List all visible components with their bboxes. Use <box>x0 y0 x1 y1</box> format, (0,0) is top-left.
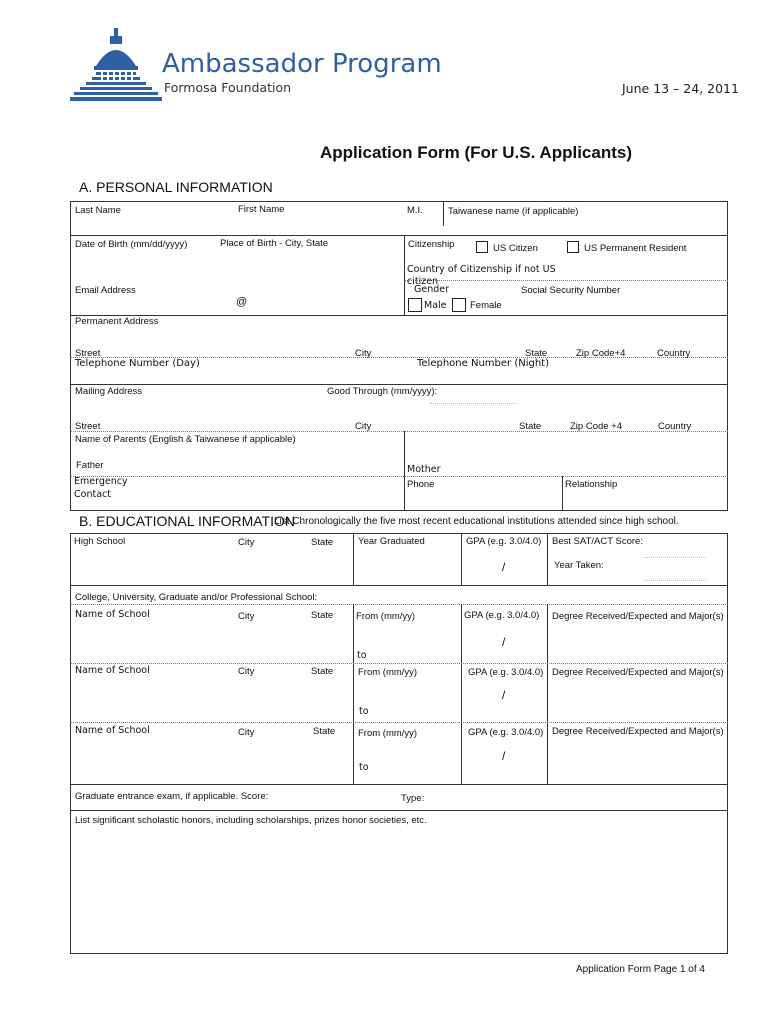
parents-label: Name of Parents (English & Taiwanese if applicable) <box>75 434 296 445</box>
citizenship-label: Citizenship <box>408 239 455 250</box>
contact-label: Contact <box>74 489 111 500</box>
section-b-title: B. EDUCATIONAL INFORMATION <box>79 513 295 529</box>
school-3-gpa-slash: / <box>502 749 506 763</box>
zip4-label: Zip Code+4 <box>576 348 626 359</box>
honors-label: List significant scholastic honors, including scholarships, prizes honor societies, etc. <box>75 815 427 826</box>
dob-label: Date of Birth (mm/dd/yyyy) <box>75 239 188 250</box>
email-label: Email Address <box>75 285 136 296</box>
school-3-to-label: to <box>359 762 369 773</box>
year-taken-label: Year Taken: <box>554 560 604 571</box>
school-3-city-label: City <box>238 727 255 738</box>
section-b-note: List Chronologically the five most recent educational institutions attended since high school. <box>274 516 679 527</box>
country-label-2: Country <box>658 421 692 432</box>
school-3-gpa-label: GPA (e.g. 3.0/4.0) <box>468 727 544 738</box>
school-2-state-label: State <box>311 666 334 677</box>
school-1-city-label: City <box>238 611 255 622</box>
permanent-address-label: Permanent Address <box>75 316 159 327</box>
email-at-sign: @ <box>236 296 248 308</box>
school-2-city-label: City <box>238 666 255 677</box>
male-label: Male <box>424 300 447 311</box>
us-pr-checkbox[interactable] <box>567 241 579 253</box>
last-name-label: Last Name <box>75 205 121 216</box>
section-a-title: A. PERSONAL INFORMATION <box>79 179 273 195</box>
program-title: Ambassador Program <box>162 49 442 79</box>
good-through-label: Good Through (mm/yyyy): <box>327 386 438 397</box>
grad-exam-label: Graduate entrance exam, if applicable. Score: <box>75 791 269 802</box>
relationship-label: Relationship <box>565 479 618 490</box>
school-1-gpa-label: GPA (e.g. 3.0/4.0) <box>464 610 540 621</box>
school-1-name-label: Name of School <box>75 609 150 620</box>
school-3-degree-label: Degree Received/Expected and Major(s) <box>552 726 724 737</box>
year-graduated-label: Year Graduated <box>358 536 425 547</box>
school-2-gpa-slash: / <box>502 688 506 702</box>
country-citizenship-label: Country of Citizenship if not US <box>407 264 556 275</box>
school-1-from-label: From (mm/yy) <box>356 611 416 622</box>
mother-label: Mother <box>407 464 441 475</box>
program-dates: June 13 – 24, 2011 <box>622 81 739 96</box>
high-school-label: High School <box>74 536 126 547</box>
page-number: Application Form Page 1 of 4 <box>576 964 705 975</box>
state-label: State <box>525 348 548 359</box>
school-2-to-label: to <box>359 706 369 717</box>
hs-city-label: City <box>238 537 255 548</box>
school-1-gpa-slash: / <box>502 635 506 649</box>
capitol-dome-icon <box>70 26 162 106</box>
foundation-name: Formosa Foundation <box>164 80 292 95</box>
tel-day-label: Telephone Number (Day) <box>75 358 200 369</box>
taiwanese-name-label: Taiwanese name (if applicable) <box>448 206 579 217</box>
mi-label: M.I. <box>407 205 423 216</box>
us-pr-label: US Permanent Resident <box>584 243 687 254</box>
us-citizen-checkbox[interactable] <box>476 241 488 253</box>
phone-label: Phone <box>407 479 435 490</box>
street-label-2: Street <box>75 421 101 432</box>
form-title: Application Form (For U.S. Applicants) <box>320 143 632 162</box>
country-label: Country <box>657 348 691 359</box>
school-3-state-label: State <box>313 726 336 737</box>
street-label: Street <box>75 348 101 359</box>
school-2-gpa-label: GPA (e.g. 3.0/4.0) <box>468 667 544 678</box>
mailing-address-label: Mailing Address <box>75 386 143 397</box>
exam-type-label: Type: <box>401 793 425 804</box>
best-sat-label: Best SAT/ACT Score: <box>552 536 643 547</box>
gender-label: Gender <box>414 284 450 295</box>
college-header: College, University, Graduate and/or Professional School: <box>75 592 318 603</box>
hs-state-label: State <box>311 537 334 548</box>
first-name-label: First Name <box>238 204 285 215</box>
hs-gpa-label: GPA (e.g. 3.0/4.0) <box>466 536 542 547</box>
state-label-2: State <box>519 421 542 432</box>
male-checkbox[interactable] <box>408 298 422 312</box>
school-3-from-label: From (mm/yy) <box>358 728 418 739</box>
school-3-name-label: Name of School <box>75 725 150 736</box>
us-citizen-label: US Citizen <box>493 243 538 254</box>
emergency-label: Emergency <box>74 476 128 487</box>
zip4-label-2: Zip Code +4 <box>570 421 623 432</box>
school-1-to-label: to <box>357 650 367 661</box>
birthplace-label: Place of Birth - City, State <box>220 238 329 249</box>
hs-gpa-slash: / <box>502 560 506 574</box>
school-1-degree-label: Degree Received/Expected and Major(s) <box>552 611 724 622</box>
school-2-from-label: From (mm/yy) <box>358 667 418 678</box>
ssn-label: Social Security Number <box>521 285 621 296</box>
school-1-state-label: State <box>311 610 334 621</box>
school-2-degree-label: Degree Received/Expected and Major(s) <box>552 667 724 678</box>
city-label: City <box>355 348 372 359</box>
city-label-2: City <box>355 421 372 432</box>
father-label: Father <box>76 460 104 471</box>
female-label: Female <box>470 300 502 311</box>
school-2-name-label: Name of School <box>75 665 150 676</box>
capitol-logo <box>70 26 162 106</box>
tel-night-label: Telephone Number (Night) <box>417 358 549 369</box>
female-checkbox[interactable] <box>452 298 466 312</box>
country-citizenship-label-2: citizen <box>407 276 439 287</box>
